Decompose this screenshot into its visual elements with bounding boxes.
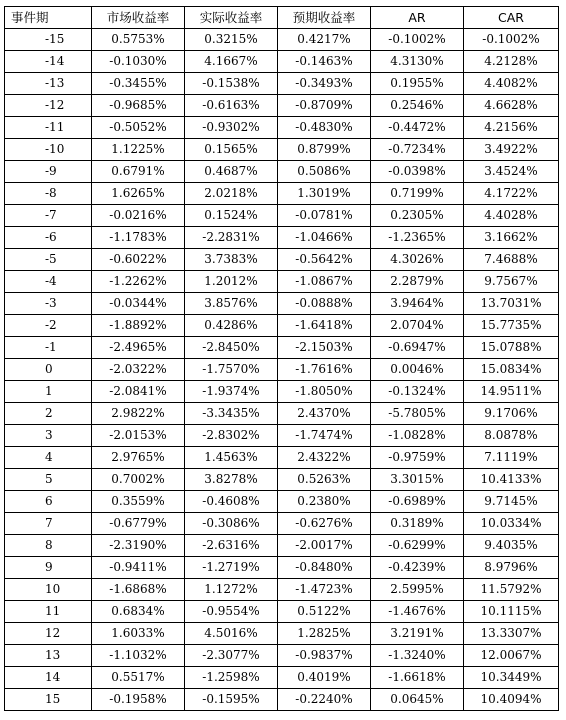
table-row bbox=[5, 51, 559, 73]
table-row bbox=[5, 205, 559, 227]
cell-event-period: -15 bbox=[5, 29, 92, 51]
table-row bbox=[5, 315, 559, 337]
cell-expected-return: -0.4830% bbox=[278, 117, 371, 139]
cell-expected-return: 1.2825% bbox=[278, 623, 371, 645]
cell-expected-return: -2.0017% bbox=[278, 535, 371, 557]
cell-actual-return: 3.8576% bbox=[185, 293, 278, 315]
cell-actual-return: -1.9374% bbox=[185, 381, 278, 403]
cell-actual-return: -0.9302% bbox=[185, 117, 278, 139]
cell-market-return: -0.3455% bbox=[92, 73, 185, 95]
cell-ar: -0.6947% bbox=[371, 337, 464, 359]
cell-expected-return: -1.7616% bbox=[278, 359, 371, 381]
cell-car: 3.4922% bbox=[464, 139, 559, 161]
cell-actual-return: 2.0218% bbox=[185, 183, 278, 205]
cell-market-return: -1.8892% bbox=[92, 315, 185, 337]
cell-event-period: -7 bbox=[5, 205, 92, 227]
cell-expected-return: -1.4723% bbox=[278, 579, 371, 601]
cell-car: 9.7567% bbox=[464, 271, 559, 293]
cell-actual-return: -0.3086% bbox=[185, 513, 278, 535]
cell-event-period: -9 bbox=[5, 161, 92, 183]
cell-market-return: -2.0153% bbox=[92, 425, 185, 447]
cell-expected-return: 2.4370% bbox=[278, 403, 371, 425]
table-row bbox=[5, 667, 559, 689]
cell-ar: -0.7234% bbox=[371, 139, 464, 161]
cell-event-period: -3 bbox=[5, 293, 92, 315]
cell-ar: 0.2546% bbox=[371, 95, 464, 117]
cell-event-period: 14 bbox=[5, 667, 92, 689]
cell-event-period: -1 bbox=[5, 337, 92, 359]
cell-market-return: -0.1958% bbox=[92, 689, 185, 711]
table-row bbox=[5, 403, 559, 425]
cell-actual-return: 0.1565% bbox=[185, 139, 278, 161]
table-row bbox=[5, 139, 559, 161]
cell-expected-return: -0.3493% bbox=[278, 73, 371, 95]
table-row bbox=[5, 491, 559, 513]
header-car: CAR bbox=[464, 7, 559, 29]
cell-actual-return: -3.3435% bbox=[185, 403, 278, 425]
cell-expected-return: -0.5642% bbox=[278, 249, 371, 271]
cell-car: 12.0067% bbox=[464, 645, 559, 667]
cell-actual-return: 0.4286% bbox=[185, 315, 278, 337]
cell-ar: 0.0645% bbox=[371, 689, 464, 711]
cell-expected-return: 0.5086% bbox=[278, 161, 371, 183]
cell-event-period: -11 bbox=[5, 117, 92, 139]
cell-actual-return: 1.4563% bbox=[185, 447, 278, 469]
cell-expected-return: -0.9837% bbox=[278, 645, 371, 667]
cell-car: 8.0878% bbox=[464, 425, 559, 447]
cell-event-period: 15 bbox=[5, 689, 92, 711]
cell-ar: 3.9464% bbox=[371, 293, 464, 315]
cell-market-return: 1.6265% bbox=[92, 183, 185, 205]
cell-expected-return: 0.2380% bbox=[278, 491, 371, 513]
cell-actual-return: -1.2598% bbox=[185, 667, 278, 689]
table-row bbox=[5, 337, 559, 359]
cell-market-return: -0.0344% bbox=[92, 293, 185, 315]
cell-market-return: 1.1225% bbox=[92, 139, 185, 161]
cell-car: 10.3449% bbox=[464, 667, 559, 689]
table-row bbox=[5, 249, 559, 271]
cell-event-period: 12 bbox=[5, 623, 92, 645]
cell-car: 3.1662% bbox=[464, 227, 559, 249]
cell-car: 15.7735% bbox=[464, 315, 559, 337]
cell-ar: 0.2305% bbox=[371, 205, 464, 227]
cell-car: -0.1002% bbox=[464, 29, 559, 51]
cell-event-period: -6 bbox=[5, 227, 92, 249]
cell-market-return: -0.6022% bbox=[92, 249, 185, 271]
cell-event-period: 7 bbox=[5, 513, 92, 535]
header-actual-return: 实际收益率 bbox=[185, 7, 278, 29]
table-row bbox=[5, 469, 559, 491]
cell-ar: -0.9759% bbox=[371, 447, 464, 469]
cell-expected-return: -0.6276% bbox=[278, 513, 371, 535]
cell-market-return: 0.7002% bbox=[92, 469, 185, 491]
cell-expected-return: -0.1463% bbox=[278, 51, 371, 73]
cell-car: 10.4133% bbox=[464, 469, 559, 491]
cell-car: 15.0834% bbox=[464, 359, 559, 381]
cell-actual-return: -2.8302% bbox=[185, 425, 278, 447]
cell-event-period: -2 bbox=[5, 315, 92, 337]
cell-ar: 0.0046% bbox=[371, 359, 464, 381]
cell-actual-return: 1.1272% bbox=[185, 579, 278, 601]
cell-event-period: 3 bbox=[5, 425, 92, 447]
cell-expected-return: 0.4217% bbox=[278, 29, 371, 51]
cell-event-period: 0 bbox=[5, 359, 92, 381]
cell-event-period: 8 bbox=[5, 535, 92, 557]
table-row bbox=[5, 535, 559, 557]
cell-expected-return: -0.8480% bbox=[278, 557, 371, 579]
cell-car: 14.9511% bbox=[464, 381, 559, 403]
cell-ar: 3.2191% bbox=[371, 623, 464, 645]
cell-ar: -0.1324% bbox=[371, 381, 464, 403]
cell-car: 13.7031% bbox=[464, 293, 559, 315]
cell-ar: -0.6299% bbox=[371, 535, 464, 557]
cell-event-period: -10 bbox=[5, 139, 92, 161]
cell-car: 13.3307% bbox=[464, 623, 559, 645]
table-row bbox=[5, 579, 559, 601]
cell-car: 7.1119% bbox=[464, 447, 559, 469]
cell-expected-return: -1.0466% bbox=[278, 227, 371, 249]
cell-car: 9.7145% bbox=[464, 491, 559, 513]
table-row bbox=[5, 95, 559, 117]
cell-car: 7.4688% bbox=[464, 249, 559, 271]
cell-car: 8.9796% bbox=[464, 557, 559, 579]
table-row bbox=[5, 29, 559, 51]
cell-market-return: -1.1032% bbox=[92, 645, 185, 667]
cell-car: 9.4035% bbox=[464, 535, 559, 557]
cell-actual-return: 4.1667% bbox=[185, 51, 278, 73]
cell-car: 4.4028% bbox=[464, 205, 559, 227]
cell-ar: -0.4239% bbox=[371, 557, 464, 579]
cell-event-period: 1 bbox=[5, 381, 92, 403]
cell-ar: 3.3015% bbox=[371, 469, 464, 491]
cell-ar: 2.5995% bbox=[371, 579, 464, 601]
cell-event-period: 11 bbox=[5, 601, 92, 623]
cell-market-return: 0.5753% bbox=[92, 29, 185, 51]
table-row bbox=[5, 359, 559, 381]
cell-event-period: 2 bbox=[5, 403, 92, 425]
cell-actual-return: -0.1538% bbox=[185, 73, 278, 95]
cell-actual-return: -0.1595% bbox=[185, 689, 278, 711]
cell-expected-return: 2.4322% bbox=[278, 447, 371, 469]
cell-event-period: -8 bbox=[5, 183, 92, 205]
cell-expected-return: -0.8709% bbox=[278, 95, 371, 117]
cell-event-period: 10 bbox=[5, 579, 92, 601]
cell-market-return: -2.0841% bbox=[92, 381, 185, 403]
cell-expected-return: -0.2240% bbox=[278, 689, 371, 711]
table-row bbox=[5, 645, 559, 667]
table-row bbox=[5, 689, 559, 711]
table-row bbox=[5, 293, 559, 315]
cell-event-period: -4 bbox=[5, 271, 92, 293]
cell-event-period: -5 bbox=[5, 249, 92, 271]
cell-market-return: -0.6779% bbox=[92, 513, 185, 535]
cell-market-return: -0.5052% bbox=[92, 117, 185, 139]
event-study-table bbox=[4, 6, 559, 711]
cell-car: 10.1115% bbox=[464, 601, 559, 623]
cell-event-period: 6 bbox=[5, 491, 92, 513]
table-row bbox=[5, 557, 559, 579]
cell-expected-return: 0.5122% bbox=[278, 601, 371, 623]
header-expected-return: 预期收益率 bbox=[278, 7, 371, 29]
cell-market-return: -0.1030% bbox=[92, 51, 185, 73]
cell-expected-return: -0.0888% bbox=[278, 293, 371, 315]
cell-market-return: 0.3559% bbox=[92, 491, 185, 513]
cell-expected-return: -1.0867% bbox=[278, 271, 371, 293]
cell-market-return: 1.6033% bbox=[92, 623, 185, 645]
table-row bbox=[5, 447, 559, 469]
event-study-table-container bbox=[4, 6, 558, 711]
cell-ar: 0.7199% bbox=[371, 183, 464, 205]
cell-ar: -0.0398% bbox=[371, 161, 464, 183]
cell-expected-return: 0.4019% bbox=[278, 667, 371, 689]
cell-market-return: -2.4965% bbox=[92, 337, 185, 359]
cell-ar: 2.0704% bbox=[371, 315, 464, 337]
cell-car: 4.2156% bbox=[464, 117, 559, 139]
cell-ar: 2.2879% bbox=[371, 271, 464, 293]
table-row bbox=[5, 513, 559, 535]
cell-actual-return: -2.6316% bbox=[185, 535, 278, 557]
cell-market-return: -1.2262% bbox=[92, 271, 185, 293]
cell-ar: 4.3130% bbox=[371, 51, 464, 73]
table-row bbox=[5, 623, 559, 645]
cell-car: 10.4094% bbox=[464, 689, 559, 711]
cell-actual-return: -2.3077% bbox=[185, 645, 278, 667]
cell-market-return: 0.5517% bbox=[92, 667, 185, 689]
cell-expected-return: -1.7474% bbox=[278, 425, 371, 447]
cell-event-period: -12 bbox=[5, 95, 92, 117]
cell-event-period: 5 bbox=[5, 469, 92, 491]
cell-expected-return: 0.8799% bbox=[278, 139, 371, 161]
header-event-period: 事件期 bbox=[5, 7, 92, 29]
cell-event-period: 13 bbox=[5, 645, 92, 667]
cell-car: 11.5792% bbox=[464, 579, 559, 601]
cell-actual-return: 0.1524% bbox=[185, 205, 278, 227]
cell-market-return: -0.9411% bbox=[92, 557, 185, 579]
header-ar: AR bbox=[371, 7, 464, 29]
cell-expected-return: -2.1503% bbox=[278, 337, 371, 359]
cell-actual-return: -1.7570% bbox=[185, 359, 278, 381]
cell-actual-return: 3.8278% bbox=[185, 469, 278, 491]
cell-expected-return: -0.0781% bbox=[278, 205, 371, 227]
table-row bbox=[5, 183, 559, 205]
cell-ar: 4.3026% bbox=[371, 249, 464, 271]
cell-market-return: -1.1783% bbox=[92, 227, 185, 249]
cell-actual-return: 4.5016% bbox=[185, 623, 278, 645]
table-row bbox=[5, 161, 559, 183]
cell-car: 4.4082% bbox=[464, 73, 559, 95]
cell-actual-return: -2.8450% bbox=[185, 337, 278, 359]
table-row bbox=[5, 227, 559, 249]
cell-ar: -0.6989% bbox=[371, 491, 464, 513]
cell-car: 4.2128% bbox=[464, 51, 559, 73]
cell-actual-return: 1.2012% bbox=[185, 271, 278, 293]
cell-actual-return: -0.6163% bbox=[185, 95, 278, 117]
cell-ar: -1.4676% bbox=[371, 601, 464, 623]
cell-car: 15.0788% bbox=[464, 337, 559, 359]
cell-actual-return: -0.4608% bbox=[185, 491, 278, 513]
cell-market-return: 0.6834% bbox=[92, 601, 185, 623]
cell-market-return: 0.6791% bbox=[92, 161, 185, 183]
header-market-return: 市场收益率 bbox=[92, 7, 185, 29]
cell-car: 4.1722% bbox=[464, 183, 559, 205]
cell-ar: -1.2365% bbox=[371, 227, 464, 249]
cell-ar: 0.3189% bbox=[371, 513, 464, 535]
cell-car: 3.4524% bbox=[464, 161, 559, 183]
cell-actual-return: 3.7383% bbox=[185, 249, 278, 271]
cell-actual-return: -2.2831% bbox=[185, 227, 278, 249]
table-row bbox=[5, 601, 559, 623]
cell-market-return: -2.3190% bbox=[92, 535, 185, 557]
cell-market-return: -0.0216% bbox=[92, 205, 185, 227]
cell-actual-return: -0.9554% bbox=[185, 601, 278, 623]
table-row bbox=[5, 117, 559, 139]
cell-ar: -0.1002% bbox=[371, 29, 464, 51]
cell-ar: -1.0828% bbox=[371, 425, 464, 447]
cell-actual-return: 0.4687% bbox=[185, 161, 278, 183]
cell-event-period: -13 bbox=[5, 73, 92, 95]
cell-event-period: 4 bbox=[5, 447, 92, 469]
table-row bbox=[5, 425, 559, 447]
cell-ar: 0.1955% bbox=[371, 73, 464, 95]
cell-actual-return: 0.3215% bbox=[185, 29, 278, 51]
cell-market-return: 2.9765% bbox=[92, 447, 185, 469]
cell-ar: -0.4472% bbox=[371, 117, 464, 139]
cell-event-period: -14 bbox=[5, 51, 92, 73]
table-row bbox=[5, 271, 559, 293]
cell-event-period: 9 bbox=[5, 557, 92, 579]
cell-expected-return: 1.3019% bbox=[278, 183, 371, 205]
cell-expected-return: -1.6418% bbox=[278, 315, 371, 337]
table-header-row bbox=[5, 7, 559, 29]
cell-expected-return: 0.5263% bbox=[278, 469, 371, 491]
cell-market-return: 2.9822% bbox=[92, 403, 185, 425]
cell-car: 4.6628% bbox=[464, 95, 559, 117]
cell-ar: -1.6618% bbox=[371, 667, 464, 689]
cell-market-return: -2.0322% bbox=[92, 359, 185, 381]
cell-market-return: -0.9685% bbox=[92, 95, 185, 117]
table-row bbox=[5, 73, 559, 95]
cell-market-return: -1.6868% bbox=[92, 579, 185, 601]
cell-ar: -5.7805% bbox=[371, 403, 464, 425]
table-body bbox=[5, 29, 559, 711]
cell-car: 10.0334% bbox=[464, 513, 559, 535]
cell-ar: -1.3240% bbox=[371, 645, 464, 667]
cell-car: 9.1706% bbox=[464, 403, 559, 425]
cell-actual-return: -1.2719% bbox=[185, 557, 278, 579]
cell-expected-return: -1.8050% bbox=[278, 381, 371, 403]
table-row bbox=[5, 381, 559, 403]
